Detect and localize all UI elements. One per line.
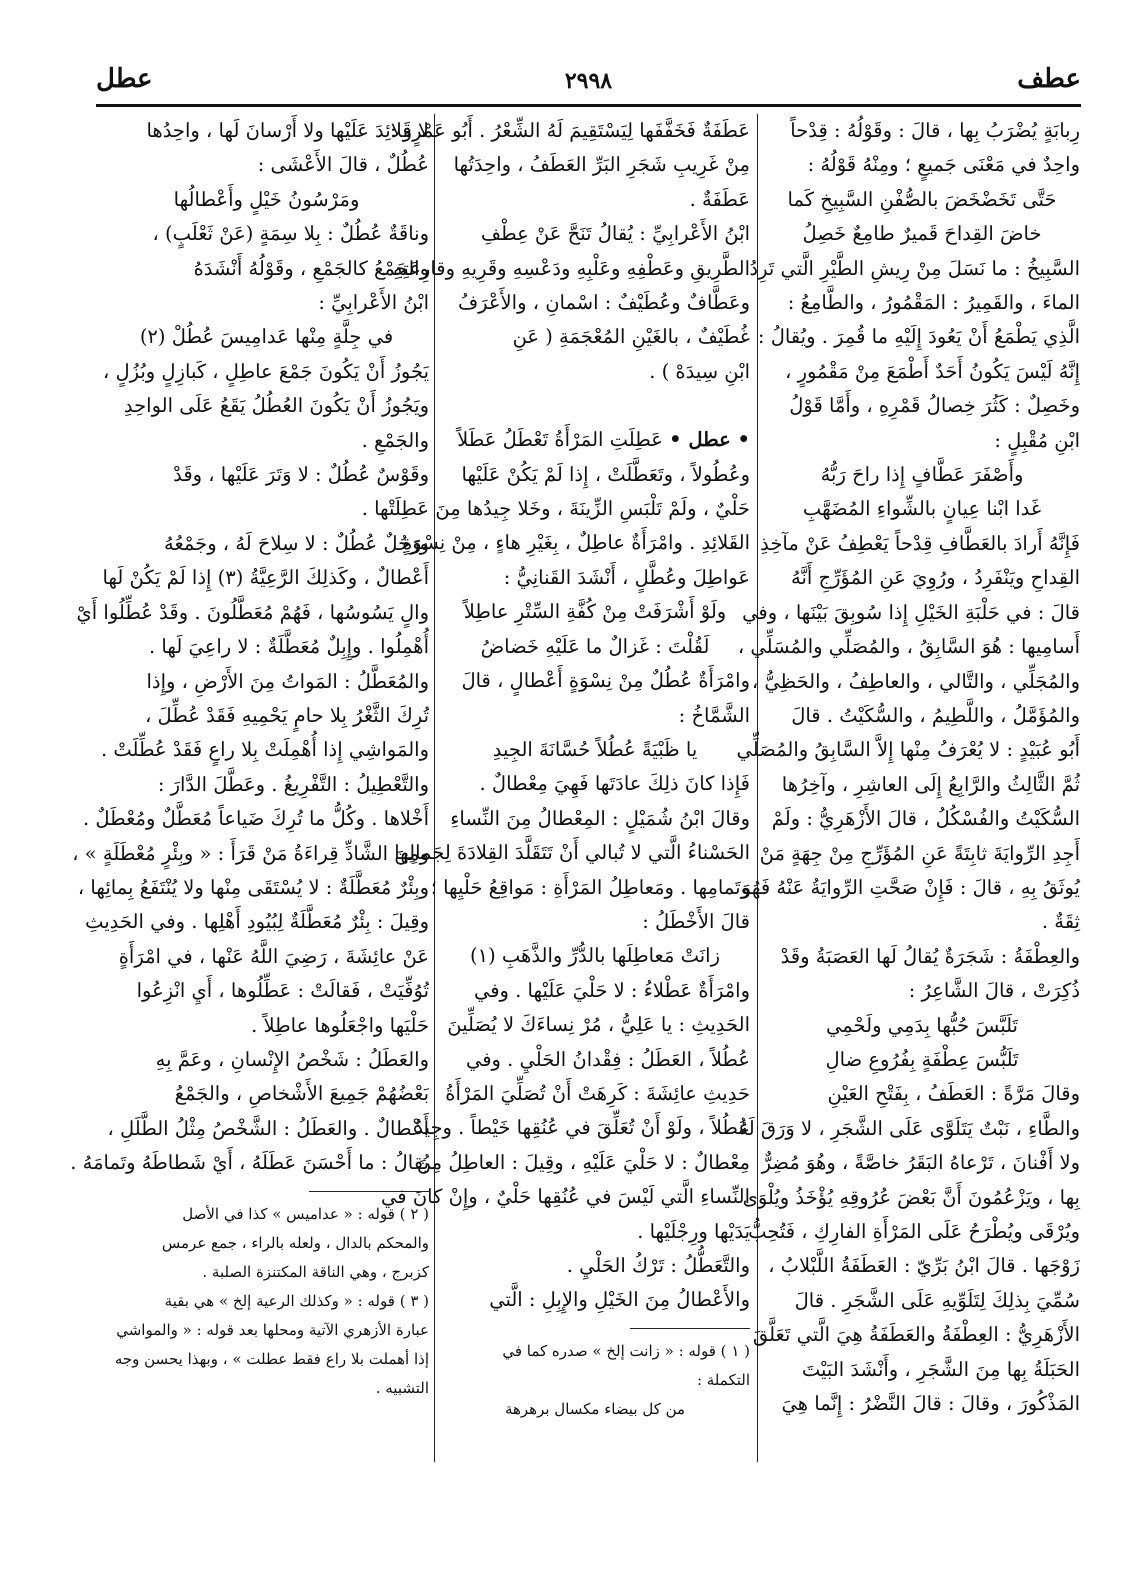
text-line: الشَّمَّاخُ : (678, 703, 750, 727)
text-line: والمُعَطَّلُ : المَواتُ مِنَ الأَرْضِ ، وإِذا (146, 669, 429, 693)
column-divider (757, 114, 758, 1462)
text-line: فَإِنَّهُ أَرادَ بالعَطَّافِ قِدْحاً يَعْطِفُ عَنْ مآخِذِ (760, 531, 1080, 555)
text-line: وقالَ مَرَّةً : العَطَفُ ، بِفَتْحِ العَيْنِ (827, 1082, 1080, 1106)
verse-line: في جِلَّةٍ مِنْها عَدامِيسَ عُطُلْ (٢) (139, 325, 394, 349)
text-line: ابْنِ مُقْبِلٍ : (994, 428, 1080, 452)
verse-line: تَلَبَّسَ حُبُّها بِدَمِي ولَحْمِي (826, 1013, 1018, 1037)
entry-first-line (440, 423, 750, 457)
text-line: ويُرْقَى ويُطْرَحُ عَلَى المَرْأَةِ الفارِكِ ، فَتُحِبُّ (748, 1220, 1080, 1243)
header-root-right: عطف (1017, 64, 1081, 94)
text-line: والٍ يَسُوسُها ، فَهُمْ مُعَطَّلُونَ . وقَدْ عُطِّلُوا أَيْ (76, 600, 429, 624)
verse-line: غَدا ابْنا عِيانٍ بالشِّواءِ المُضَهَّبِ (802, 497, 1042, 521)
text-line: وقِيلَ : بِئْرٌ مُعَطَّلَةٌ لِبُيُودِ أَهْلِها . وفي الحَدِيثِ (85, 910, 429, 934)
text-line: ولا أَفْنانَ ، تَرْعاهُ البَقَرُ خاصَّةً ، وهُوَ مُضِرٌّ (761, 1151, 1080, 1175)
text-line: عَطَفَةٌ فَخَفَّفَها لِيَسْتَقِيمَ لَهُ الشِّعْرُ . أَبُو عَمْرٍو : (389, 119, 750, 142)
column-divider (434, 114, 435, 1462)
text-line: القِداحِ ويَنْفَرِدُ ، ورُوِيَ عَنِ المُؤَرِّجِ أَنَّهُ (791, 566, 1080, 590)
text-line: حَلْيٌ ، ولَمْ تَلْبَسِ الزِّينَةَ ، وخَلا جِيدُها مِنَ (435, 497, 750, 521)
text-line: ابْنُ الأَعْرابِيِّ : (318, 291, 429, 315)
text-line: أَجِدِ الرِّوايَةَ ثابِتَةً عَنِ المُؤَرِّجِ مِنْ جِهَةٍ مَنْ (759, 841, 1080, 865)
text-line: أُهْمِلُوا . وإِبِلٌ مُعَطَّلَةٌ : لا راعِيَ لَها . (149, 635, 429, 659)
text-line: ومِنَ الشَّاذِّ قِراءَةُ مَنْ قَرَأَ : « وبِئْرٍ مُعْطَلَةٍ » ، (72, 841, 429, 865)
page-number: ٢٩٩٨ (564, 68, 613, 94)
text-line: الَّذِي يَطْمَعُ أَنْ يَعُودَ إِلَيْهِ ما قُمِرَ . ويُقالُ : (757, 325, 1080, 349)
column-right (736, 114, 1080, 1421)
text-line: ورَجُلٌ عُطُلٌ : لا سِلاحَ لَهُ ، وجَمْعُهُ (164, 531, 429, 555)
verse-line: حَتَّى تَخَضْخَضَ بالصُّفْنِ السَّبِيخِ كَما (787, 187, 1057, 211)
text-line: القَلائِدِ . وامْرَأَةٌ عاطِلٌ ، بِغَيْرِ هاءٍ ، مِنْ نِسْوَةٍ (402, 531, 750, 555)
text-line: وخَصِلٌ : كَثُرَ خِصالُ قَمْرِهِ ، وأَمَّا قَوْلُ (789, 394, 1080, 418)
text-line: رِبابَةٍ يُضْرَبُ بِها ، قالَ : وقَوْلُهُ : قِدْحاً (790, 119, 1080, 142)
entry-gap (440, 389, 750, 423)
footnote-line: عبارة الأزهري الآتية ومحلها بعد قوله : « والمواشي (116, 1320, 429, 1339)
text-line: والأَعْطالُ مِنَ الخَيْلِ والإِبِلِ : الَّتي (489, 1288, 750, 1312)
text-line: زَوْجَها . قالَ ابْنُ بَرِّيّ : العَطَفَةُ اللَّبْلابُ ، (768, 1254, 1080, 1278)
text-line: أَخْلاها . وكُلُّ ما تُرِكَ ضَياعاً مُعَطَّلٌ ومُعْطَلٌ . (82, 807, 429, 831)
text-line: وبِئْرٌ مُعَطَّلَةٌ : لا يُسْتَقَى مِنْها ولا يُنْتَفَعُ بِمائِها ، (77, 875, 429, 899)
text-line: وناقَةٌ عُطُلٌ : بِلا سِمَةٍ (عَنْ ثَعْلَبٍ) ، (152, 222, 429, 246)
footnote-line: إذا أهملت بلا راع فقط عطلت » ، وبهذا يحسن وجه (114, 1349, 429, 1368)
text-line: والعَطَلُ : شَخْصُ الإِنْسانِ ، وعَمَّ بِهِ (155, 1047, 429, 1071)
footnote-rule (630, 1328, 750, 1329)
footnote-line: ( ١ ) قوله : « زانت إلخ » صدره كما في (502, 1341, 750, 1360)
text-line: مِعْطالٌ : لا حَلْيَ عَلَيْهِ ، وقِيلَ : العاطِلُ مِنَ (416, 1150, 750, 1174)
header-root-left: عطل (96, 64, 153, 94)
text-line: وامْرَأَةٌ عَطْلاءُ : لا حَلْيَ عَلَيْها . وفي (473, 978, 750, 1002)
text-line: عَنْ عائِشَةَ ، رَضِيَ اللَّهُ عَنْها ، في امْرَأَةٍ (118, 944, 429, 968)
text-line: بَعْضُهُمْ جَمِيعَ الأَشْخاصِ ، والجَمْعُ (174, 1082, 429, 1106)
text-line: الحَدِيثِ : يا عَلِيُّ ، مُرْ نِساءَكَ لا يُصَلِّينَ (447, 1013, 750, 1037)
text-line: الحَسْناءُ الَّتي لا تُبالي أَنْ تَتَقَلَّدَ القِلادَةَ لِجَمالِها (394, 841, 750, 865)
text-line: يَدَيْها ورِجْلَيْها . (637, 1219, 750, 1243)
text-line: عُطُلٌ ، قالَ الأَعْشَى : (257, 153, 429, 177)
text-line: عَطِلَتْها . (361, 497, 429, 521)
text-line: عُطُلاً ، ولَوْ أَنْ تُعَلِّقَ في عُنُقِها خَيْطاً . وجِيدٌ (414, 1116, 750, 1140)
footnote-line: من كل بيضاء مكسال برهرهة (504, 1399, 686, 1418)
text-line: وقَوْسٌ عُطُلٌ : لا وَتَرَ عَلَيْها ، وقَدْ (173, 463, 429, 487)
text-line: والمَواشِي إِذا أُهْمِلَتْ بِلا راعٍ فَقَدْ عُطِّلَتْ . (100, 738, 429, 762)
text-line: تُوُفِّيَتْ ، فَقالَتْ : عَطِّلُوها ، أَيِ انْزِعُوا (136, 979, 429, 1003)
text-line: تُرِكَ الثَّغْرُ بِلا حامٍ يَحْمِيهِ فَقَدْ عُطِّلَ ، (145, 703, 429, 727)
verse-line: يا ظَبْيَةً عُطُلاً حُسَّانَةَ الجِيدِ (492, 737, 698, 761)
text-line: وعُطُولاً ، وتَعَطَّلَتْ ، إِذا لَمْ يَكُنْ عَلَيْها (461, 462, 750, 486)
text-line: ذُكِرَتْ ، قالَ الشَّاعِرُ : (908, 979, 1080, 1003)
footnote-line: والمحكم بالدال ، ولعله بالراء ، جمع عرمس (161, 1233, 429, 1252)
text-line: ويَجُوزُ أَنْ يَكُونَ العُطُلُ يَقَعُ عَلَى الواحِدِ (123, 394, 429, 418)
text-line: الحَبَلَةُ بِها مِنَ الشَّجَرِ ، وأَنْشَدَ البَيْتَ (801, 1357, 1080, 1381)
text-line: عُطُلاً ، العَطَلُ : فِقْدانُ الحَلْيِ . وفي (465, 1047, 750, 1071)
text-line: ابْنِ سِيدَهْ ) . (649, 359, 750, 383)
text-line: أَبُو عُبَيْدٍ : لا يُعْرَفُ مِنْها إِلاَّ السَّابِقُ والمُصَلِّي (736, 738, 1080, 762)
text-line: قالَ : في حَلْبَةِ الخَيْلِ إِذا سُوبِقَ بَيْنَها ، وفي (742, 600, 1080, 624)
text-line: والطَّاءِ ، نَبْتٌ يَتَلَوَّى عَلَى الشَّجَرِ ، لا وَرَقَ لَهُ (738, 1116, 1080, 1140)
text-line: حَدِيثِ عائِشَةَ : كَرِهَتْ أَنْ تُصَلِّيَ المَرْأَةُ (445, 1081, 750, 1105)
text-line: والجَمْعِ . (361, 428, 429, 452)
footnote-line: ( ٣ ) قوله : « وكذلك الرعية إلخ » هي بقية (164, 1291, 429, 1310)
footnote-rule (309, 1191, 429, 1192)
text-line: السُّكَيْتُ والفُسْكُلُ ، قالَ الأَزْهَرِيُّ : ولَمْ (771, 807, 1080, 831)
text-line: إِنَّهُ لَيْسَ يَكُونُ أَحَدٌ أَطْمَعَ مِنْ مَقْمُورٍ ، (785, 359, 1080, 383)
header-rule (96, 104, 1081, 107)
text-line: السَّبِيخُ : ما نَسَلَ مِنْ رِيشِ الطَّيْرِ الَّتي تَرِدُ (749, 256, 1080, 280)
text-line: والعِطْفَةُ : شَجَرَةٌ يُقالُ لَها العَصَبَةُ وقَدْ (780, 944, 1080, 968)
verse-line: خاضَ القِداحَ قَميرٌ طامِعٌ خَصِلُ (802, 222, 1042, 246)
text-line: بِها ، ويَزْعُمُونَ أَنَّ بَعْضَ عُرُوقِهِ يُؤْخَذُ ويُلْوَى (742, 1185, 1080, 1209)
text-line: أَعْطالٌ . والعَطَلُ : الشَّخْصُ مِثْلُ الطَّلَلِ ، (107, 1116, 429, 1140)
text-line: ابْنُ الأَعْرابِيِّ : يُقالُ تَنَحَّ عَنْ عِطْفِ (480, 222, 750, 246)
text-line: سُمِّيَ بِذلِكَ لِتَلَوِّيهِ عَلَى الشَّجَرِ . قالَ (794, 1288, 1080, 1312)
text-line: عَطِلَتِ المَرْأَةُ تَعْطَلُ عَطَلاً (457, 428, 663, 452)
text-line: حَلْيَها واجْعَلُوها عاطِلاً . (251, 1013, 429, 1037)
footnote-line: التكملة : (696, 1370, 750, 1389)
text-line: المَذْكُورَ ، وقالَ : قالَ النَّضْرُ : إِنَّما هِيَ (781, 1392, 1080, 1416)
text-line: وعَطَّافٌ وعُطَيْفٌ : اسْمانِ ، والأَعْرَفُ (457, 291, 750, 315)
text-line: النِّساءِ الَّتي لَيْسَ في عُنُقِها حَلْيٌ ، وإِنْ كانَ في (381, 1185, 750, 1209)
text-line: غُطَيْفٌ ، بالغَيْنِ المُعْجَمَةِ ( عَنِ (512, 325, 750, 349)
verse-line: وأَصْفَرَ عَطَّافٍ إِذا راحَ رَبُّهُ (820, 463, 1024, 487)
text-line: الأَزْهَرِيُّ : العِطْفَةُ والعَطَفَةُ هِيَ الَّتي تَعَلَّقَ (752, 1323, 1080, 1347)
page-header (96, 62, 1081, 106)
text-line: وتَمامِها . ومَعاطِلُ المَرْأَةِ : مَواقِعُ حَلْيِها ؛ (430, 875, 750, 899)
verse-line: ولَوْ أَشْرَفَتْ مِنْ كُفَّةِ السِّتْرِ عاطِلاً (463, 600, 727, 624)
entry-headword: • عطل • (669, 428, 750, 452)
verse-line: زانَتْ مَعاطِلَها بالدُّرِّ والذَّهَبِ (١) (469, 944, 720, 968)
text-line: أَسامِيها : هُوَ السَّابِقُ ، والمُصَلِّي والمُسَلِّي ، (737, 635, 1080, 659)
text-line: والتَّعَطُّلُ : تَرْكُ الحَلْيِ . (566, 1254, 750, 1277)
text-line: يَجُوزُ أَنْ يَكُونَ جَمْعَ عاطِلٍ ، كَبازِلٍ وبُزُلٍ ، (102, 359, 429, 383)
text-line: وقالَ ابْنُ شُمَيْلٍ : المِعْطالُ مِنَ النِّساءِ (450, 806, 750, 830)
verse-line: لَقُلْتَ : غَزالٌ ما عَلَيْهِ خَضاضُ (480, 634, 710, 658)
verse-line: تَلَبُّسَ عِطْفَةٍ بِفُرُوعِ ضالِ (825, 1047, 1019, 1071)
text-line: الماءَ ، والقَمِيرُ : المَقْمُورُ ، والطَّامِعُ : (787, 291, 1080, 315)
text-line: مِنْ غَرِيبِ شَجَرِ البَرِّ العَطَفُ ، واحِدَتُها (453, 153, 750, 177)
text-line: واحِدٌ في مَعْنَى جَميعٍ ؛ ومِنْهُ قَوْلُهُ : (807, 153, 1080, 177)
text-line: قالَ الأَخْطَلُ : (642, 909, 750, 933)
text-line: والمُجَلِّي ، والتَّالي ، والعاطِفُ ، والحَظِيُّ ، (751, 669, 1080, 693)
text-line: والتَّعْطِيلُ : التَّفْرِيغُ . وعَطَّلَ الدَّارَ : (157, 772, 429, 796)
text-line: لا قَلائِدَ عَلَيْها ولا أَرْسانَ لَها ، واحِدُها (146, 119, 429, 142)
text-line: الطَّرِيقِ وعَطْفِهِ وعَلْبِهِ ودَعْسِهِ وقَرِيهِ وقارِعَتِهِ . (380, 256, 750, 280)
text-line: ثِقَةٌ . (1041, 910, 1080, 934)
verse-line: ومَرْسُونُ خَيْلٍ وأَعْطالُها (173, 187, 360, 211)
text-line: ثُمَّ الثَّالِثُ والرَّابِعُ إِلَى العاشِرِ ، وآخِرُها (781, 772, 1080, 796)
footnote-line: ( ٢ ) قوله : « عداميس » كذا في الأصل (182, 1204, 429, 1223)
text-line: يُقالُ : ما أَحْسَنَ عَطَلَهُ ، أَيْ شَطاطَهُ وتَمامَهُ . (70, 1151, 429, 1175)
text-line: يُوثَقُ بِهِ ، قالَ : فَإِنْ صَحَّتِ الرِّوايَةُ عَنْهُ فَهُوَ (741, 875, 1080, 899)
text-line: أَعْطالٌ ، وكَذلِكَ الرَّعِيَّةُ (٣) إِذا لَمْ يَكُنْ لَها (102, 566, 429, 590)
text-line: والمُؤَمَّلُ ، واللَّطِيمُ ، والسُّكَيْتُ . قالَ (791, 703, 1080, 727)
text-line: عَواطِلَ وعُطَّلٍ ، أَنْشَدَ القَنانِيُّ : (503, 565, 750, 589)
text-line: والجَمْعُ كالجَمْعِ ، وقَوْلُهُ أَنْشَدَهُ (193, 256, 429, 280)
footnote-line: التشبيه . (375, 1378, 429, 1397)
column-left (70, 114, 429, 1403)
text-line: وامْرَأَةٌ عُطُلٌ مِنْ نِسْوَةٍ أَعْطالٍ ، قالَ (461, 669, 750, 693)
footnote-line: كزبرج ، وهي الناقة المكتنزة الصلبة . (202, 1262, 429, 1281)
text-line: فَإِذا كانَ ذلِكَ عادَتَها فَهِيَ مِعْطالٌ . (479, 772, 750, 796)
text-line: عَطَفَةٌ . (689, 187, 750, 211)
